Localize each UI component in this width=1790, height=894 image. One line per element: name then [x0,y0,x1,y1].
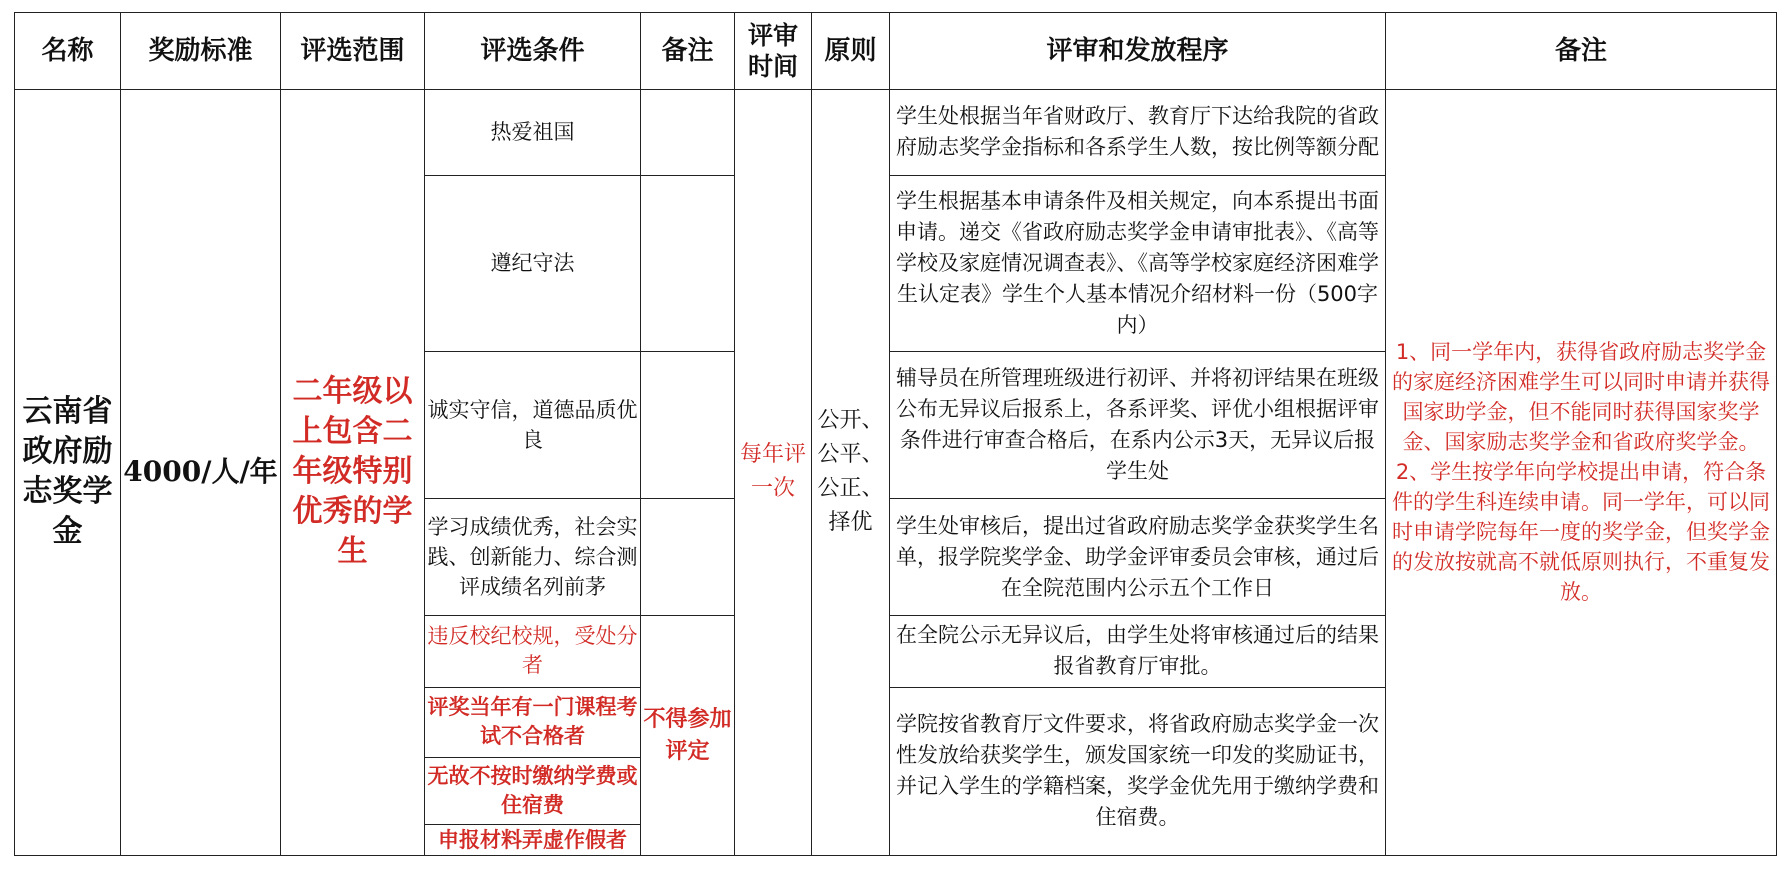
condition-note-empty [641,175,735,351]
condition-note-empty [641,498,735,616]
condition-note-empty [641,351,735,498]
procedure-step: 学院按省教育厅文件要求，将省政府励志奖学金一次性发放给获奖学生，颁发国家统一印发的奖励证书，并记入学生的学籍档案，奖学金优先用于缴纳学费和住宿费。 [890,687,1386,855]
header-principle: 原则 [812,13,890,90]
condition-item: 热爱祖国 [425,89,641,175]
selection-scope: 二年级以上包含二年级特别优秀的学生 [281,89,425,855]
exclusion-note: 不得参加评定 [641,616,735,856]
header-name: 名称 [15,13,121,90]
header-note: 备注 [641,13,735,90]
principle: 公开、公平、公正、择优 [812,89,890,855]
exclusion-item: 申报材料弄虚作假者 [425,825,641,856]
header-standard: 奖励标准 [121,13,281,90]
award-standard: 4000/人/年 [121,89,281,855]
header-procedure: 评审和发放程序 [890,13,1386,90]
procedure-step: 学生处审核后，提出过省政府励志奖学金获奖学生名单，报学院奖学金、助学金评审委员会审核，通过后在全院范围内公示五个工作日 [890,498,1386,616]
header-conditions: 评选条件 [425,13,641,90]
procedure-step: 在全院公示无异议后，由学生处将审核通过后的结果报省教育厅审批。 [890,616,1386,687]
scholarship-name: 云南省政府励志奖学金 [15,89,121,855]
exclusion-item: 评奖当年有一门课程考试不合格者 [425,687,641,757]
condition-item: 诚实守信，道德品质优良 [425,351,641,498]
header-review-time: 评审时间 [735,13,812,90]
procedure-step: 学生根据基本申请条件及相关规定，向本系提出书面申请。递交《省政府励志奖学金申请审批表》、《高等学校及家庭情况调查表》、《高等学校家庭经济困难学生认定表》学生个人基本情况介绍材料一份（500字内） [890,175,1386,351]
procedure-step: 学生处根据当年省财政厅、教育厅下达给我院的省政府励志奖学金指标和各系学生人数，按比例等额分配 [890,89,1386,175]
exclusion-item: 无故不按时缴纳学费或住宿费 [425,757,641,825]
condition-item: 遵纪守法 [425,175,641,351]
condition-note-empty [641,89,735,175]
header-remarks: 备注 [1386,13,1777,90]
review-time: 每年评一次 [735,89,812,855]
scholarship-table [14,12,1777,856]
header-scope: 评选范围 [281,13,425,90]
condition-item: 学习成绩优秀，社会实践、创新能力、综合测评成绩名列前茅 [425,498,641,616]
header-row [15,13,1777,90]
remarks-text: 1、同一学年内，获得省政府励志奖学金的家庭经济困难学生可以同时申请并获得国家助学金，但不能同时获得国家奖学金、国家励志奖学金和省政府奖学金。2、学生按学年向学校提出申请，符合条件的学生科连续申请。同一学年，可以同时申请学院每年一度的奖学金，但奖学金的发放按就高不就低原则执行，不重复发放。 [1386,89,1777,855]
procedure-step: 辅导员在所管理班级进行初评、并将初评结果在班级公布无异议后报系上，各系评奖、评优小组根据评审条件进行审查合格后，在系内公示3天，无异议后报学生处 [890,351,1386,498]
exclusion-item: 违反校纪校规，受处分者 [425,616,641,687]
table-row [15,89,1777,175]
